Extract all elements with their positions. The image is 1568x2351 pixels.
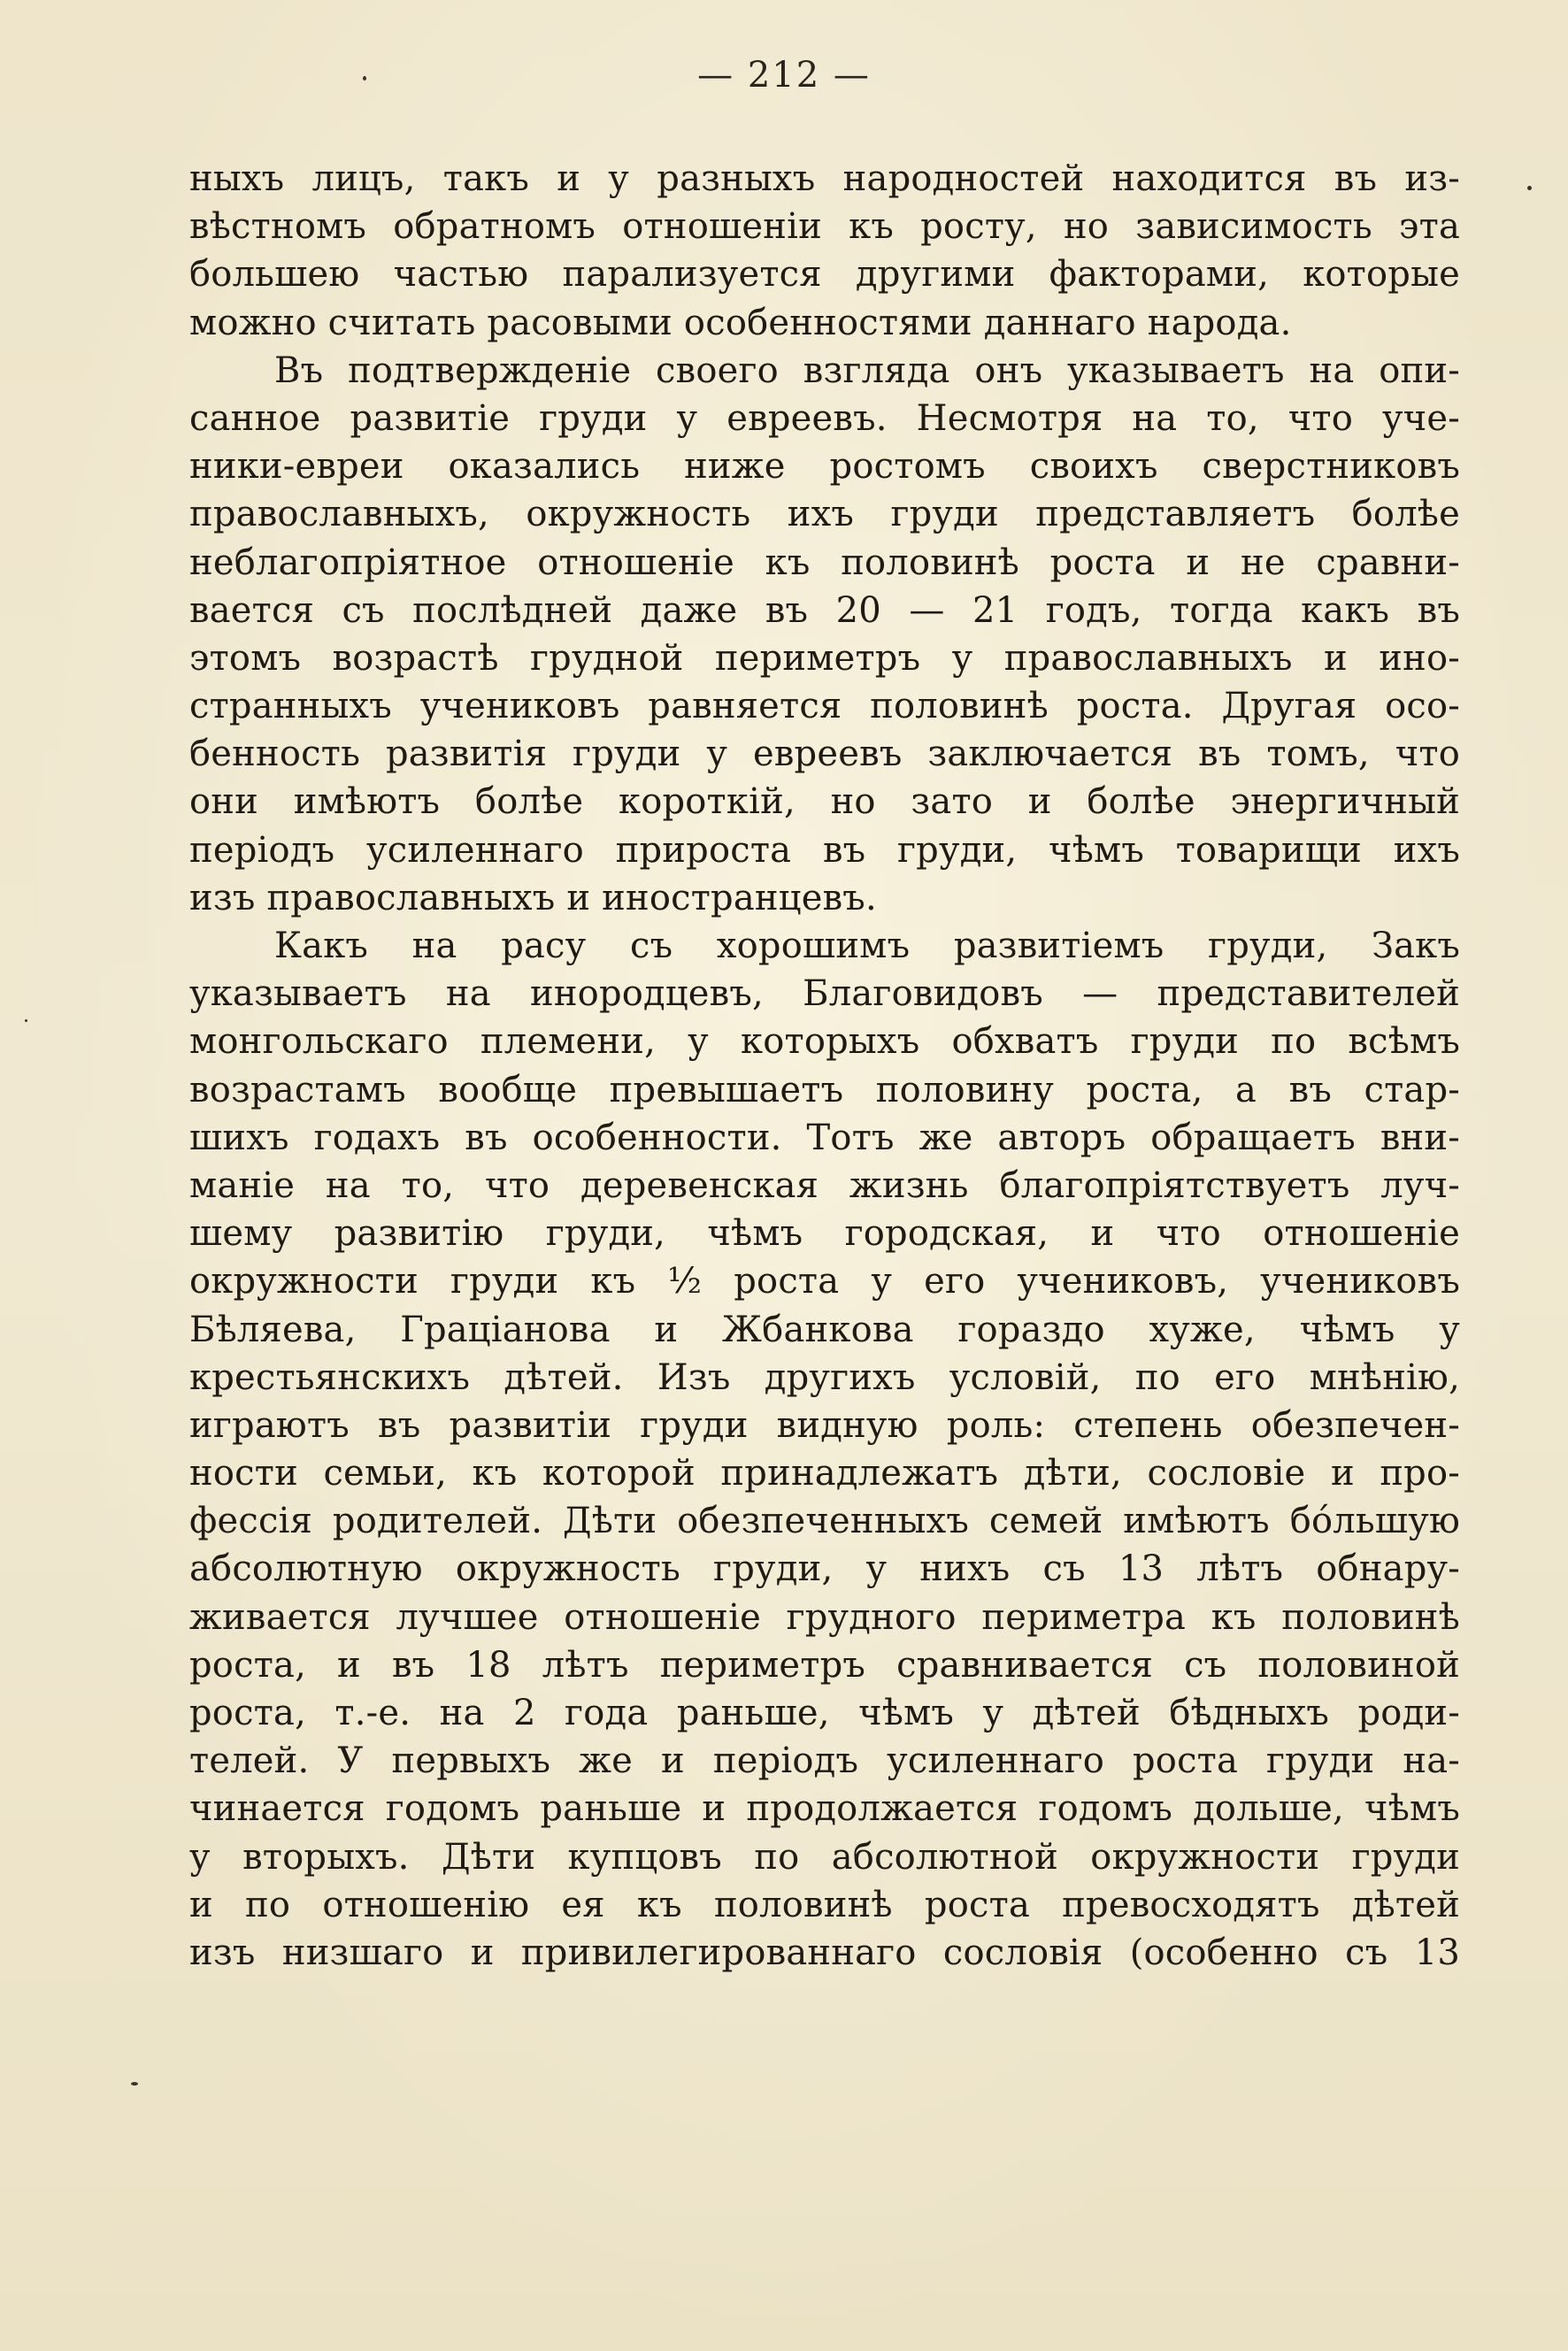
text-line: періодъ усиленнаго прироста въ груди, чѣмъ товарищи ихъ	[189, 829, 1460, 871]
text-line: неблагопріятное отношеніе къ половинѣ роста и не сравни-	[189, 542, 1460, 583]
text-line: абсолютную окружность груди, у нихъ съ 13 лѣтъ обнару-	[189, 1548, 1460, 1590]
text-line: возрастамъ вообще превышаетъ половину роста, а въ стар-	[189, 1069, 1460, 1110]
text-line: роста, и въ 18 лѣтъ периметръ сравнивается съ половиной	[189, 1644, 1460, 1686]
text-line: Какъ на расу съ хорошимъ развитіемъ груди, Закъ	[274, 926, 1460, 966]
text-line: окружности груди къ ½ роста у его учениковъ, учениковъ	[189, 1261, 1460, 1302]
text-line: Въ подтвержденіе своего взгляда онъ указываетъ на опи-	[274, 350, 1460, 391]
text-line: вается съ послѣдней даже въ 20 — 21 годъ, тогда какъ въ	[189, 589, 1460, 631]
text-line: ности семьи, къ которой принадлежатъ дѣти, сословіе и про-	[189, 1453, 1460, 1494]
text-line: вѣстномъ обратномъ отношеніи къ росту, но зависимость эта	[189, 206, 1460, 248]
text-line: у вторыхъ. Дѣти купцовъ по абсолютной окружности груди	[189, 1836, 1460, 1878]
scan-speck	[1527, 186, 1532, 190]
body-text	[189, 155, 1460, 1977]
text-line: большею частью парализуется другими факторами, которые	[189, 254, 1460, 296]
text-line: маніе на то, что деревенская жизнь благопріятствуетъ луч-	[189, 1164, 1460, 1206]
text-line: изъ православныхъ и иностранцевъ.	[189, 877, 877, 918]
text-line: санное развитіе груди у евреевъ. Несмотря на то, что уче-	[189, 397, 1460, 439]
text-line: они имѣютъ болѣе короткій, но зато и болѣе энергичный	[189, 781, 1460, 823]
text-line: указываетъ на инородцевъ, Благовидовъ — представителей	[189, 973, 1460, 1015]
text-line: телей. У первыхъ же и періодъ усиленнаго роста груди на-	[189, 1740, 1460, 1782]
text-line: православныхъ, окружность ихъ груди представляетъ болѣе	[189, 494, 1460, 535]
scan-speck	[25, 1019, 27, 1022]
text-line: шихъ годахъ въ особенности. Тотъ же авторъ обращаетъ вни-	[189, 1117, 1460, 1158]
text-line: этомъ возрастѣ грудной периметръ у православныхъ и ино-	[189, 637, 1460, 679]
text-line: чинается годомъ раньше и продолжается годомъ дольше, чѣмъ	[189, 1788, 1460, 1830]
text-line: ныхъ лицъ, такъ и у разныхъ народностей находится въ из-	[189, 158, 1460, 199]
text-line: ники-евреи оказались ниже ростомъ своихъ сверстниковъ	[189, 446, 1460, 488]
text-line: играютъ въ развитіи груди видную роль: степень обезпечен-	[189, 1404, 1460, 1446]
scan-speck	[363, 76, 366, 81]
text-line: и по отношенію ея къ половинѣ роста превосходятъ дѣтей	[189, 1884, 1460, 1925]
text-line: роста, т.-е. на 2 года раньше, чѣмъ у дѣтей бѣдныхъ роди-	[189, 1693, 1460, 1733]
text-line: монгольскаго племени, у которыхъ обхватъ груди по всѣмъ	[189, 1021, 1460, 1063]
text-line: живается лучшее отношеніе грудного периметра къ половинѣ	[189, 1596, 1460, 1638]
text-line: крестьянскихъ дѣтей. Изъ другихъ условій, по его мнѣнію,	[189, 1356, 1460, 1398]
scan-speck	[131, 2082, 138, 2086]
text-line: странныхъ учениковъ равняется половинѣ роста. Другая осо-	[189, 686, 1460, 727]
text-line: фессія родителей. Дѣти обезпеченныхъ семей имѣютъ бóльшую	[189, 1501, 1460, 1542]
text-line: можно считать расовыми особенностями даннаго народа.	[189, 302, 1292, 343]
text-line: шему развитію груди, чѣмъ городская, и что отношеніе	[189, 1213, 1460, 1255]
text-line: бенность развитія груди у евреевъ заключается въ томъ, что	[189, 734, 1460, 775]
text-line: изъ низшаго и привилегированнаго сословія (особенно съ 13	[189, 1932, 1460, 1973]
text-line: Бѣляева, Граціанова и Жбанкова гораздо хуже, чѣмъ у	[189, 1309, 1460, 1350]
page-number: — 212 —	[697, 55, 871, 96]
